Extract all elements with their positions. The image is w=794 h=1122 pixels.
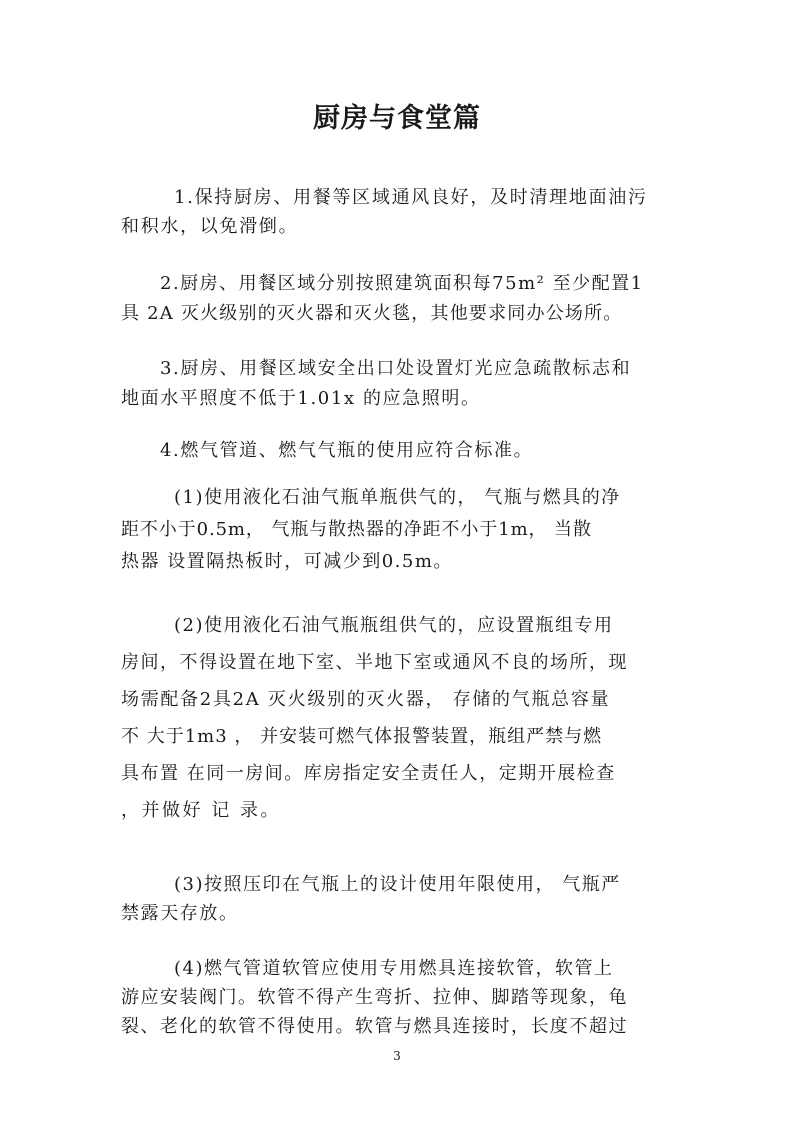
paragraph-line: 2.厨房、用餐区域分别按照建筑面积每75m² 至少配置1 (160, 273, 644, 294)
paragraph-line: (3)按照压印在气瓶上的设计使用年限使用， 气瓶严 (174, 874, 621, 895)
paragraph-line: 场需配备2具2A 灭火级别的灭火器， 存储的气瓶总容量 (121, 689, 611, 710)
paragraph-line: 裂、老化的软管不得使用。软管与燃具连接时，长度不超过 (121, 1016, 628, 1037)
paragraph-line: 热器 设置隔热板时，可减少到0.5m。 (121, 551, 453, 572)
paragraph-line: ，并做好 记 录。 (121, 800, 281, 821)
paragraph-line: 3.厨房、用餐区域安全出口处设置灯光应急疏散标志和 (160, 358, 632, 379)
paragraph-line: 1.保持厨房、用餐等区域通风良好，及时清理地面油污 (174, 187, 648, 208)
paragraph-line: 4.燃气管道、燃气气瓶的使用应符合标准。 (160, 440, 534, 461)
paragraph-line: 不 大于1m3 ， 并安装可燃气体报警装置，瓶组严禁与燃 (121, 726, 603, 747)
page-number: 3 (393, 1049, 401, 1063)
paragraph-line: 地面水平照度不低于1.01x 的应急照明。 (121, 388, 481, 409)
paragraph-line: (2)使用液化石油气瓶瓶组供气的，应设置瓶组专用 (174, 615, 614, 636)
paragraph-line: 禁露天存放。 (121, 903, 239, 924)
paragraph-line: 房间，不得设置在地下室、半地下室或通风不良的场所，现 (121, 652, 628, 673)
paragraph-line: 距不小于0.5m， 气瓶与散热器的净距不小于1m， 当散 (121, 519, 592, 540)
paragraph-line: (1)使用液化石油气瓶单瓶供气的， 气瓶与燃具的净 (174, 487, 621, 508)
paragraph-line: (4)燃气管道软管应使用专用燃具连接软管，软管上 (174, 958, 614, 979)
paragraph-line: 游应安装阀门。软管不得产生弯折、拉伸、脚踏等现象，龟 (121, 987, 628, 1008)
paragraph-line: 具布置 在同一房间。库房指定安全责任人，定期开展检查 (121, 763, 616, 784)
paragraph-line: 和积水，以免滑倒。 (121, 216, 299, 237)
page-title: 厨房与食堂篇 (313, 103, 481, 134)
paragraph-line: 具 2A 灭火级别的灭火器和灭火毯，其他要求同办公场所。 (121, 303, 623, 324)
